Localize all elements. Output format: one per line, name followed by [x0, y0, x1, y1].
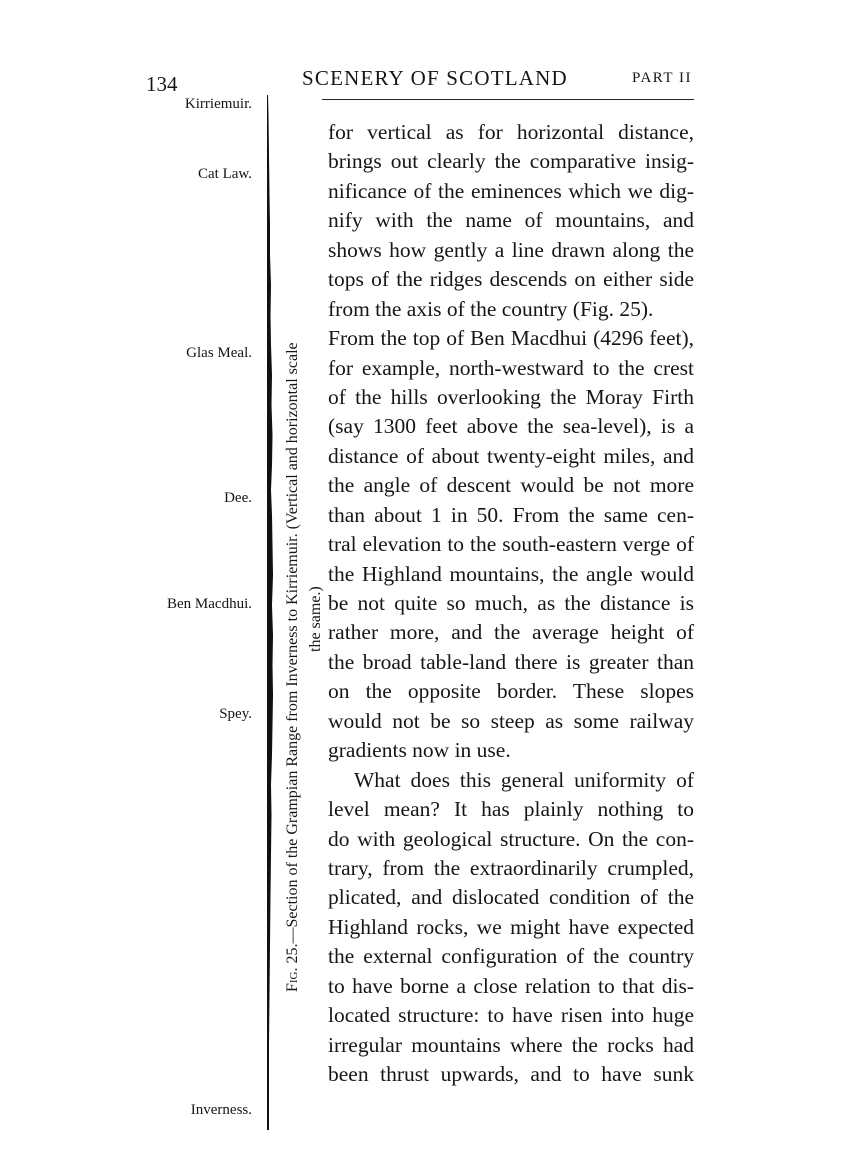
body-line: distance of about twenty-eight miles, and [328, 443, 694, 468]
body-line: brings out clearly the comparative insig- [328, 149, 694, 174]
body-line: of the hills overlooking the Moray Firth [328, 384, 694, 409]
body-line: (say 1300 feet above the sea-level), is a [328, 414, 694, 439]
body-line: level mean? It has plainly nothing to [328, 797, 694, 822]
body-line: What does this general uniformity of [354, 767, 694, 792]
body-line: for example, north-westward to the crest [328, 355, 694, 380]
body-line: the external configuration of the country [328, 944, 694, 969]
body-line: rather more, and the average height of [328, 620, 694, 645]
body-line: plicated, and dislocated condition of the [328, 885, 694, 910]
figure-caption-text: —Section of the Grampian Range from Inverness to Kirriemuir. (Vertical and horizontal scale [284, 342, 301, 944]
body-line: tops of the ridges descends on either side [328, 267, 694, 292]
page-number: 134 [146, 72, 178, 96]
body-line: the Highland mountains, the angle would [328, 561, 694, 586]
figure-label-inverness: Inverness. [190, 1102, 252, 1118]
figure-label-spey: Spey. [219, 706, 252, 722]
figure-label-kirriemuir: Kirriemuir. [184, 96, 252, 112]
body-line: to have borne a close relation to that dis- [328, 973, 694, 998]
body-text [328, 118, 694, 1089]
part-label: PART II [632, 70, 693, 86]
body-line: for vertical as for horizontal distance, [328, 120, 694, 144]
body-line: would not be so steep as some railway [328, 708, 694, 733]
figure-label-cat-law: Cat Law. [197, 166, 252, 182]
body-line: gradients now in use. [328, 738, 511, 763]
body-line: been thrust upwards, and to have sunk [328, 1062, 694, 1086]
running-title: SCENERY OF SCOTLAND [302, 66, 568, 90]
figure-caption-number: Fig. 25. [284, 943, 301, 992]
body-line: the angle of descent would be not more [328, 473, 694, 498]
body-line: located structure: to have risen into huge [328, 1003, 694, 1028]
body-line: on the opposite border. These slopes [328, 679, 694, 704]
section-profile [240, 95, 280, 1135]
body-line: irregular mountains where the rocks had [328, 1032, 694, 1057]
header-rule [322, 99, 694, 100]
body-line: tral elevation to the south-eastern verge of [328, 532, 694, 557]
body-line: nify with the name of mountains, and [328, 208, 694, 233]
figure-label-ben-macdhui: Ben Macdhui. [167, 596, 252, 612]
figure-caption-continuation: the same.) [307, 586, 324, 652]
body-line: the broad table-land there is greater than [328, 649, 694, 674]
body-line: than about 1 in 50. From the same cen- [328, 502, 694, 527]
figure-label-dee: Dee. [224, 490, 252, 506]
body-line: be not quite so much, as the distance is [328, 591, 694, 615]
body-line: nificance of the eminences which we dig- [328, 178, 694, 203]
figure-label-glas-meal: Glas Meal. [186, 345, 252, 361]
body-line: trary, from the extraordinarily crumpled, [328, 855, 694, 880]
body-line: do with geological structure. On the con- [328, 826, 694, 851]
figure-caption [282, 342, 304, 992]
body-line: shows how gently a line drawn along the [328, 237, 694, 262]
body-line: From the top of Ben Macdhui (4296 feet), [328, 326, 694, 351]
body-line: Highland rocks, we might have expected [328, 914, 694, 939]
body-line: from the axis of the country (Fig. 25). [328, 296, 654, 321]
